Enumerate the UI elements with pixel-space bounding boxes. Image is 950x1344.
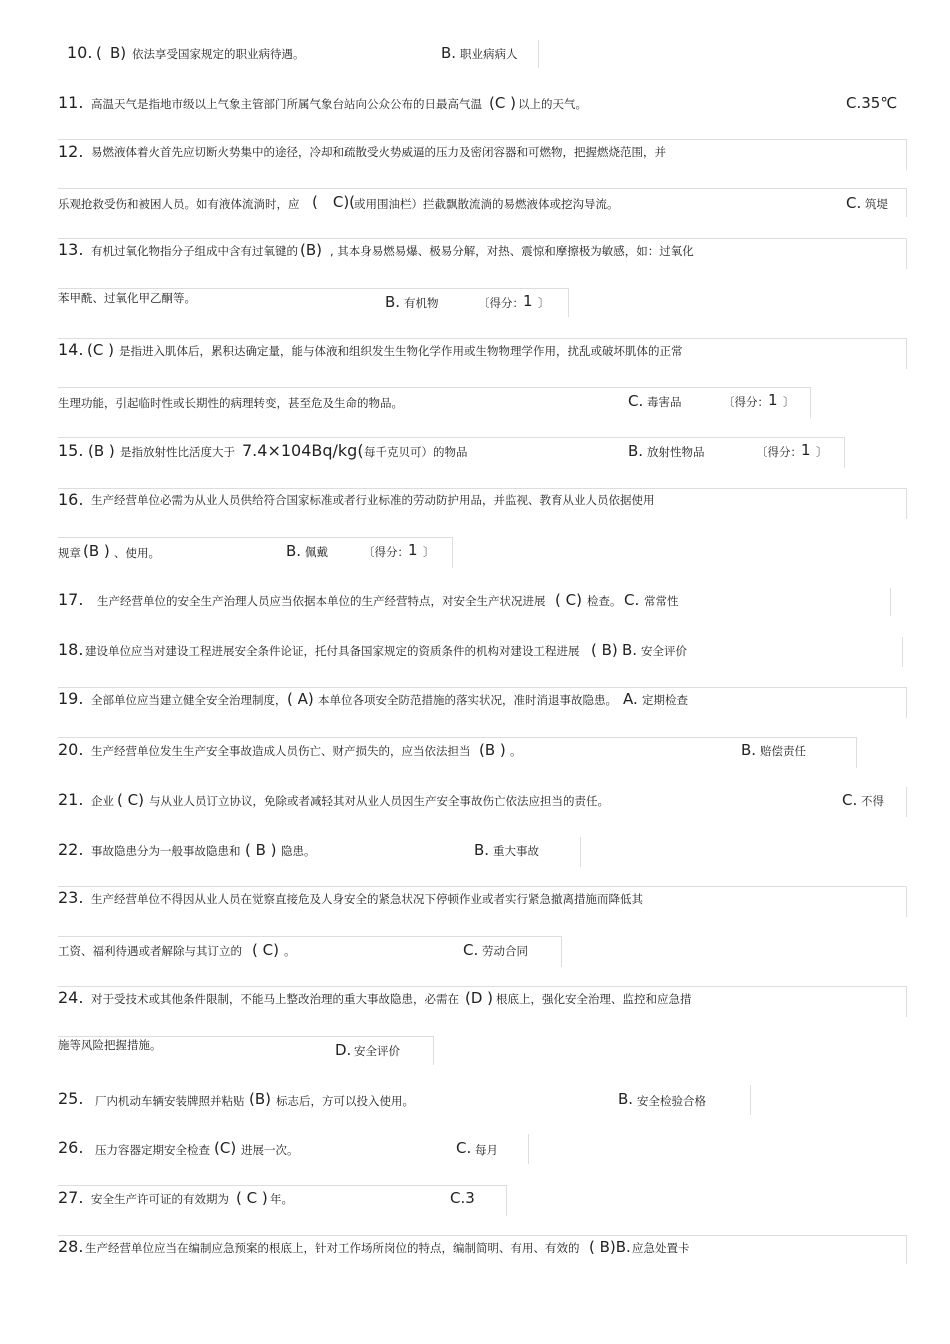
q15-score-close: 〕 (816, 445, 828, 459)
q20-text: 生产经营单位发生生产安全事故造成人员伤亡、财产损失的，应当依法担当 (91, 744, 471, 758)
q16-text3: 、使用。 (114, 546, 160, 560)
q23-line2: 工资、福利待遇或者解除与其订立的 (58, 944, 242, 958)
q16-text: 生产经营单位必需为从业人员供给符合国家标准或者行业标准的劳动防护用品，并监视、教育从业人员依据使用 (91, 493, 655, 507)
q10-answer: B) (110, 44, 127, 62)
q24-number: 24. (58, 988, 84, 1007)
q25-option-letter: B. (618, 1090, 634, 1108)
q20-number: 20. (58, 740, 84, 759)
q11-text: 高温天气是指地市级以上气象主管部门所属气象台站向公众公布的日最高气温 (91, 97, 482, 111)
q27-option: C.3 (450, 1189, 475, 1207)
q18-number: 18. (58, 640, 84, 659)
q18-option-letter: B. (622, 641, 638, 659)
q22-number: 22. (58, 840, 84, 859)
q13-line2: 苯甲酰、过氧化甲乙酮等。 (58, 291, 196, 305)
q18-text: 建设单位应当对建设工程进展安全条件论证，托付具备国家规定的资质条件的机构对建设工程进展 (85, 644, 580, 658)
q15-score-label: 〔得分： (756, 445, 802, 459)
q20-option-letter: B. (741, 741, 757, 759)
q16-option-text: 佩戴 (305, 545, 328, 559)
q14-score-close: 〕 (783, 395, 795, 409)
q27-text: 安全生产许可证的有效期为 (91, 1192, 229, 1206)
q13-option-letter: B. (385, 293, 401, 311)
q28-answer: ( B)B. (589, 1238, 631, 1256)
q21-number: 21. (58, 790, 84, 809)
q20-answer: (B ) (479, 741, 506, 759)
q10-paren: ( (96, 44, 102, 62)
q27-number: 27. (58, 1188, 84, 1207)
q16-number: 16. (58, 490, 84, 509)
q13-text2: , 其本身易燃易爆、极易分解，对热、震惊和摩擦极为敏感，如：过氧化 (330, 244, 694, 258)
q23-text3: 。 (284, 944, 296, 958)
q14-number: 14. (58, 340, 84, 359)
q10-text: 依法享受国家规定的职业病待遇。 (132, 47, 305, 61)
q26-option-text: 每月 (475, 1143, 498, 1157)
q28-number: 28. (58, 1237, 84, 1256)
q21-answer: ( C) (117, 791, 144, 809)
q14-answer: (C ) (87, 341, 114, 359)
q23-number: 23. (58, 888, 84, 907)
q26-option-letter: C. (456, 1139, 472, 1157)
q25-number: 25. (58, 1089, 84, 1108)
q22-option-letter: B. (474, 841, 490, 859)
q25-text: 厂内机动车辆安装牌照并粘贴 (95, 1094, 245, 1108)
q19-text: 全部单位应当建立健全安全治理制度， (91, 693, 287, 707)
q22-answer: ( B ) (245, 841, 277, 859)
q16-line2: 规章 (58, 546, 81, 560)
q14-option-text: 毒害品 (647, 395, 682, 409)
q21-text: 企业 (91, 794, 114, 808)
q15-score-value: 1 (801, 441, 811, 459)
q23-option-letter: C. (463, 941, 479, 959)
q11-text2: 以上的天气。 (518, 97, 587, 111)
q14-score-label: 〔得分： (723, 395, 769, 409)
q15-option-text: 放射性物品 (647, 445, 705, 459)
q13-option-text: 有机物 (404, 296, 439, 310)
q15-option-letter: B. (628, 442, 644, 460)
q14-option-letter: C. (628, 392, 644, 410)
q24-option-letter: D. (335, 1041, 352, 1059)
q19-option-letter: A. (623, 690, 638, 708)
q23-text: 生产经营单位不得因从业人员在觉察直接危及人身安全的紧急状况下停顿作业或者实行紧急撤离措施而降低其 (91, 892, 643, 906)
q21-option-text: 不得 (861, 794, 884, 808)
q26-text: 压力容器定期安全检查 (95, 1143, 210, 1157)
q15-text: 是指放射性比活度大于 (120, 445, 235, 459)
q15-answer: (B ) (88, 442, 115, 460)
q28-text2: 应急处置卡 (632, 1241, 690, 1255)
q27-answer: ( C ) (236, 1189, 268, 1207)
q19-option-text: 定期检查 (642, 693, 688, 707)
q10-option-letter: B. (441, 44, 457, 62)
q10-number: 10. (67, 43, 93, 62)
q17-number: 17. (58, 590, 84, 609)
q14-score-value: 1 (768, 391, 778, 409)
q18-option-text: 安全评价 (641, 644, 687, 658)
q24-line2: 施等风险把握措施。 (58, 1038, 162, 1052)
q13-score-close: 〕 (538, 296, 550, 310)
q12-line2: 乐观抢救受伤和被困人员。如有液体流淌时，应 (58, 197, 300, 211)
q17-option-text: 常常性 (644, 594, 679, 608)
q17-answer: ( C) (555, 591, 582, 609)
q10-option-text: 职业病病人 (460, 47, 518, 61)
q15-text2: 每千克贝可）的物品 (364, 445, 468, 459)
q15-number: 15. (58, 441, 84, 460)
q20-option-text: 赔偿责任 (760, 744, 806, 758)
q22-text2: 隐患。 (281, 844, 316, 858)
q12-text3: 或用围油栏）拦截飘散流淌的易燃液体或挖沟导流。 (354, 197, 619, 211)
q17-option-letter: C. (624, 591, 640, 609)
q14-text: 是指进入肌体后，累积达确定量，能与体液和组织发生生物化学作用或生物物理学作用，扰乱或破坏肌体的正常 (119, 344, 683, 358)
q26-text2: 进展一次。 (241, 1143, 299, 1157)
q25-text2: 标志后，方可以投入使用。 (276, 1094, 414, 1108)
q22-option-text: 重大事故 (493, 844, 539, 858)
q13-number: 13. (58, 240, 84, 259)
q13-text: 有机过氧化物指分子组成中含有过氧键的 (91, 244, 298, 258)
q16-score-value: 1 (408, 541, 418, 559)
q12-answer: ( C)( (312, 193, 356, 211)
q12-number: 12. (58, 142, 84, 161)
q13-score-label: 〔得分： (478, 296, 524, 310)
q12-option-letter: C. (846, 194, 862, 212)
q14-line2: 生理功能，引起临时性或长期性的病理转变，甚至危及生命的物品。 (58, 396, 403, 410)
q16-score-label: 〔得分： (363, 545, 409, 559)
q25-answer: (B) (249, 1090, 271, 1108)
q17-text: 生产经营单位的安全生产治理人员应当依据本单位的生产经营特点，对安全生产状况进展 (97, 594, 546, 608)
q15-value: 7.4×104Bq/kg( (242, 441, 364, 460)
q13-score-value: 1 (523, 292, 533, 310)
q12-text: 易燃液体着火首先应切断火势集中的途径，冷却和疏散受火势威逼的压力及密闭容器和可燃物，把握燃烧范围，并 (91, 145, 666, 159)
q23-answer: ( C) (252, 941, 279, 959)
q19-text2: 本单位各项安全防范措施的落实状况，准时消退事故隐患。 (318, 693, 617, 707)
q19-number: 19. (58, 689, 84, 708)
q18-answer: ( B) (591, 641, 618, 659)
q25-option-text: 安全检验合格 (637, 1094, 706, 1108)
q11-answer: (C ) (489, 94, 516, 112)
q17-text2: 检查。 (587, 594, 622, 608)
q23-option-text: 劳动合同 (482, 944, 528, 958)
q21-text2: 与从业人员订立协议，免除或者减轻其对从业人员因生产安全事故伤亡依法应担当的责任。 (149, 794, 609, 808)
q13-answer: (B) (300, 241, 322, 259)
q11-option: C.35℃ (846, 94, 898, 112)
q12-option-text: 筑堤 (865, 197, 888, 211)
q26-number: 26. (58, 1138, 84, 1157)
q24-text: 对于受技术或其他条件限制，不能马上整改治理的重大事故隐患，必需在 (91, 992, 459, 1006)
q28-text: 生产经营单位应当在编制应急预案的根底上，针对工作场所岗位的特点，编制简明、有用、有效的 (85, 1241, 580, 1255)
q11-number: 11. (58, 93, 84, 112)
q21-option-letter: C. (842, 791, 858, 809)
q20-text2: 。 (510, 744, 522, 758)
q27-text2: 年。 (270, 1192, 293, 1206)
q16-option-letter: B. (286, 542, 302, 560)
q24-text2: 根底上，强化安全治理、监控和应急措 (496, 992, 692, 1006)
q16-score-close: 〕 (423, 545, 435, 559)
q19-answer: ( A) (287, 690, 314, 708)
q26-answer: (C) (214, 1139, 237, 1157)
q24-option-text: 安全评价 (354, 1044, 400, 1058)
q22-text: 事故隐患分为一般事故隐患和 (91, 844, 241, 858)
q24-answer: (D ) (465, 989, 494, 1007)
q16-answer: (B ) (83, 542, 110, 560)
